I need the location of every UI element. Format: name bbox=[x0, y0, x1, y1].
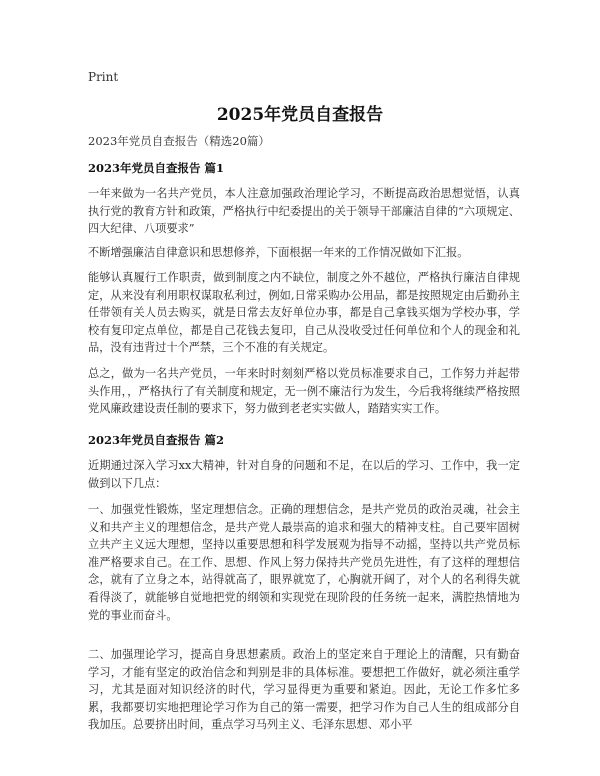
section-heading: 2023年党员自查报告 篇1 bbox=[88, 161, 225, 175]
print-link[interactable]: Print bbox=[88, 70, 119, 84]
paragraph: 总之，做为一名共产党员，一年来时时刻刻严格以党员标准要求自己，工作努力并起带头作用，，严格执行了有关制度和规定，无一例不廉洁行为发生，今后我将继续严格按照党风廉政建设责任制的要求下，努力做到老老实实做人，踏踏实实工作。 bbox=[88, 367, 520, 416]
paragraph: 一年来做为一名共产党员，本人注意加强政治理论学习，不断提高政治思想觉悟，认真执行党的教育方针和政策，严格执行中纪委提出的关于领导干部廉洁自律的“六项规定、四大纪律、八项要求” bbox=[88, 187, 520, 236]
paragraph: 能够认真履行工作职责，做到制度之内不缺位，制度之外不越位，严格执行廉洁自律规定，从来没有利用职权谋取私利过，例如,日常采购办公用品，都是按照规定由后勤孙主任带领有关人员去购买，就是日常去友好单位办事，都是自己拿钱买烟为学校办事，学校有复印定点单位，都是自己花钱去复印，自己从没收受过任何单位和个人的现金和礼品，没有违背过十个严禁，三个不准的有关规定。 bbox=[88, 271, 520, 355]
paragraph: 近期通过深入学习xx大精神，针对自身的问题和不足，在以后的学习、工作中，我一定做到以下几点： bbox=[88, 459, 520, 490]
section-heading: 2023年党员自查报告 篇2 bbox=[88, 433, 225, 447]
paragraph: 不断增强廉洁自律意识和思想修养，下面根据一年来的工作情况做如下汇报。 bbox=[88, 246, 469, 259]
page-title: 2025年党员自查报告 bbox=[216, 105, 384, 125]
subtitle: 2023年党员自查报告（精选20篇） bbox=[88, 134, 270, 148]
paragraph: 二、加强理论学习，提高自身思想素质。政治上的坚定来自于理论上的清醒，只有勤奋学习，才能有坚定的政治信念和判别是非的具体标准。要想把工作做好，就必须注重学习，尤其是面对知识经济的时代，学习显得更为重要和紧迫。因此，无论工作多忙多累，我都要切实地把理论学习作为自己的第一需要，把学习作为自己人生的组成部分自我加压。总要挤出时间，重点学习马列主义、毛泽东思想、邓小平 bbox=[88, 648, 520, 732]
paragraph: 一、加强党性锻炼，坚定理想信念。正确的理想信念，是共产党员的政治灵魂，社会主义和共产主义的理想信念，是共产党人最崇高的追求和强大的精神支柱。自己要牢固树立共产主义远大理想，坚持以重要思想和科学发展观为指导不动摇，坚持以共产党员标准严格要求自己。在工作、思想、作风上努力保持共产党员先进性，有了这样的理想信念，就有了立身之本，站得就高了，眼界就宽了，心胸就开阔了，对个人的名利得失就看得淡了，就能够自觉地把党的纲领和实现党在现阶段的任务统一起来，满腔热情地为党的事业而奋斗。 bbox=[88, 503, 520, 622]
